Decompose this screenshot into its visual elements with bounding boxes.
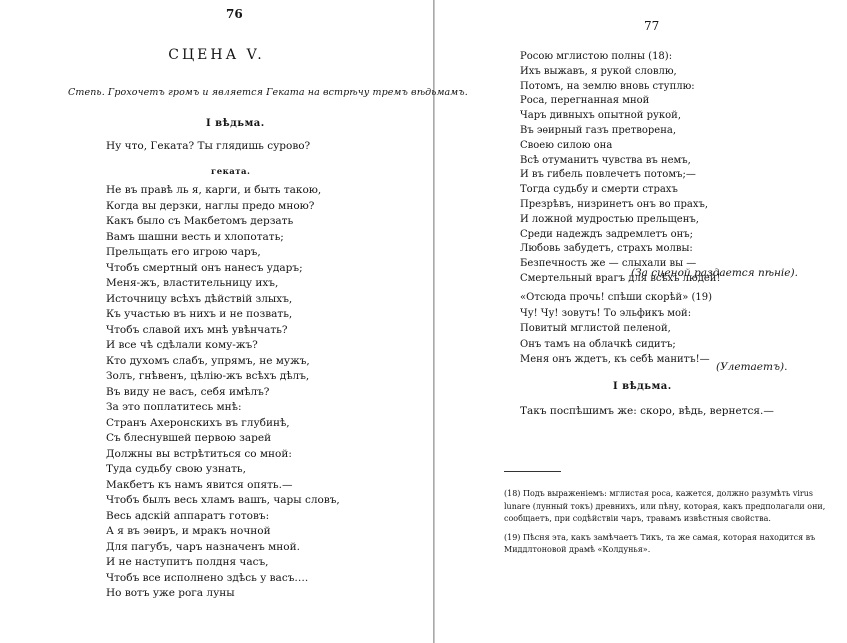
verse-line: Чтобъ былъ весь хламъ вашъ, чары словъ, (106, 494, 340, 506)
verse-line: Туда судьбу свою узнать, (106, 463, 246, 475)
page-number: 77 (644, 19, 660, 33)
verse-line: «Отсюда прочь! спѣши скорѣй» (19) (520, 292, 713, 303)
verse-line: Чаръ дивныхъ опытной рукой, (520, 110, 681, 122)
verse-line: За это поплатитесь мнѣ: (106, 401, 242, 413)
verse-line: Прельщать его игрою чаръ, (106, 246, 261, 258)
verse-line: И все чѣ сдѣлали кому-жъ? (106, 339, 258, 351)
verse-line: Въ эѳирный газъ претворена, (520, 124, 677, 136)
page-number: 76 (226, 7, 243, 21)
footnote-line: сообщаетъ, при содѣйствіи чаръ, травамъ извѣстныя свойства. (504, 514, 771, 523)
verse-line: А я въ эѳиръ, и мракъ ночной (106, 525, 271, 537)
speaker-first-witch: I вѣдьма. (206, 118, 265, 129)
footnote-line: Миддлтоновой драмѣ «Колдунья». (504, 545, 651, 554)
stage-direction: Степь. Грохочетъ громъ и является Геката на встрѣчу тремъ вѣдьмамъ. (68, 87, 468, 98)
verse-line: Странъ Ахеронскихъ въ глубинѣ, (106, 416, 290, 429)
verse-line: Тогда судьбу и смерти страхъ (520, 184, 678, 196)
verse-line: Кто духомъ слабъ, упрямъ, не мужъ, (106, 354, 310, 367)
verse-line: Источницу всѣхъ дѣйствій злыхъ, (106, 292, 293, 305)
song-verses (520, 290, 712, 368)
verse-line: Но вотъ уже рога луны (106, 587, 235, 599)
verse-line: Къ участью въ нихъ и не позвать, (106, 308, 293, 320)
verse-line: Смертельный врагъ для всѣхъ людей! (520, 272, 721, 284)
speaker-first-witch: I вѣдьма. (613, 381, 672, 392)
verse-line: Всѣ отуманитъ чувства въ немъ, (520, 154, 691, 166)
verse-line: Повитый мглистой пеленой, (520, 323, 671, 334)
verse-line: Должны вы встрѣтиться со мной: (106, 447, 292, 460)
verse-line: Не въ правѣ ль я, карги, и быть такою, (106, 184, 322, 196)
verse-line: Онъ тамъ на облачкѣ сидитъ; (520, 338, 676, 350)
verse-line: Чтобъ славой ихъ мнѣ увѣнчать? (106, 323, 288, 336)
verse-line: Ихъ выжавъ, я рукой словлю, (520, 65, 677, 77)
verse-line: Роса, перегнанная мной (520, 95, 650, 107)
verse-line: Золъ, гнѣвенъ, цѣлію-жъ всѣхъ дѣлъ, (106, 370, 310, 382)
verse-line: И въ гибель повлечетъ потомъ;— (520, 169, 696, 181)
verse-line: Макбетъ къ намъ явится опять.— (106, 478, 293, 491)
verse-line: Въ виду не васъ, себя имѣлъ? (106, 385, 270, 398)
verse-line: И не наступитъ полдня часъ, (106, 556, 269, 568)
verse-line: Меня онъ ждетъ, къ себѣ манитъ!— (520, 354, 710, 365)
speaker-hecate: геката. (211, 167, 251, 177)
verse-line: Потомъ, на землю вновь ступлю: (520, 80, 695, 92)
verse-line: Безпечность же — слыхали вы — (520, 258, 697, 270)
verse-line: Чтобъ смертный онъ нанесъ ударъ; (106, 261, 303, 274)
verse-line: Среди надеждъ задремлетъ онъ; (520, 228, 694, 240)
stage-direction-singing: (За сценой раздается пѣніе). (631, 267, 798, 279)
hecate-verses (106, 183, 340, 602)
footnote-line: (19) Пѣсня эта, какъ замѣчаетъ Тикъ, та же самая, которая находится въ (504, 532, 816, 542)
verse-line: Чтобъ все исполнено здѣсь у васъ…. (106, 571, 309, 584)
footnote-line: (18) Подъ выраженіемъ: мглистая роса, кажется, должно разумѣть virus (504, 489, 813, 498)
footnote-18 (504, 488, 826, 526)
footnote-19 (504, 532, 816, 557)
verse-line: Когда вы дерзки, наглы предо мною? (106, 199, 315, 212)
verse-line: Съ блеснувшей первою зарей (106, 432, 272, 444)
hecate-verses-continued (520, 50, 721, 287)
verse-line: Росою мглистою полны (18): (520, 51, 673, 62)
verse-line: И ложной мудростью прельщенъ, (520, 213, 699, 225)
verse-line: Меня-жъ, властительницу ихъ, (106, 277, 279, 289)
footnote-line: lunare (лунный токъ) древнихъ, или пѣну, которая, какъ предполагали они, (504, 501, 826, 511)
witch-line: Ну что, Геката? Ты глядишь сурово? (106, 140, 311, 152)
verse-line: Своею силою она (520, 139, 613, 151)
footnotes (504, 488, 826, 563)
verse-line: Любовь забудетъ, страхъ молвы: (520, 243, 693, 255)
scene-title: СЦЕНА V. (168, 47, 265, 63)
footnote-rule (504, 471, 561, 472)
verse-line: Какъ было съ Макбетомъ дерзать (106, 215, 294, 227)
right-page (436, 0, 847, 643)
verse-line: Презрѣвъ, низринетъ онъ во прахъ, (520, 198, 709, 210)
verse-line: Весь адскій аппаратъ готовъ: (106, 509, 270, 522)
witch-final-line: Такъ поспѣшимъ же: скоро, вѣдь, вернется.— (520, 405, 774, 417)
verse-line: Для пагубъ, чаръ назначенъ мной. (106, 540, 300, 553)
verse-line: Чу! Чу! зовутъ! То эльфикъ мой: (520, 307, 692, 319)
verse-line: Вамъ шашни весть и хлопотать; (106, 230, 284, 243)
stage-direction-flies: (Улетаетъ). (716, 361, 788, 373)
